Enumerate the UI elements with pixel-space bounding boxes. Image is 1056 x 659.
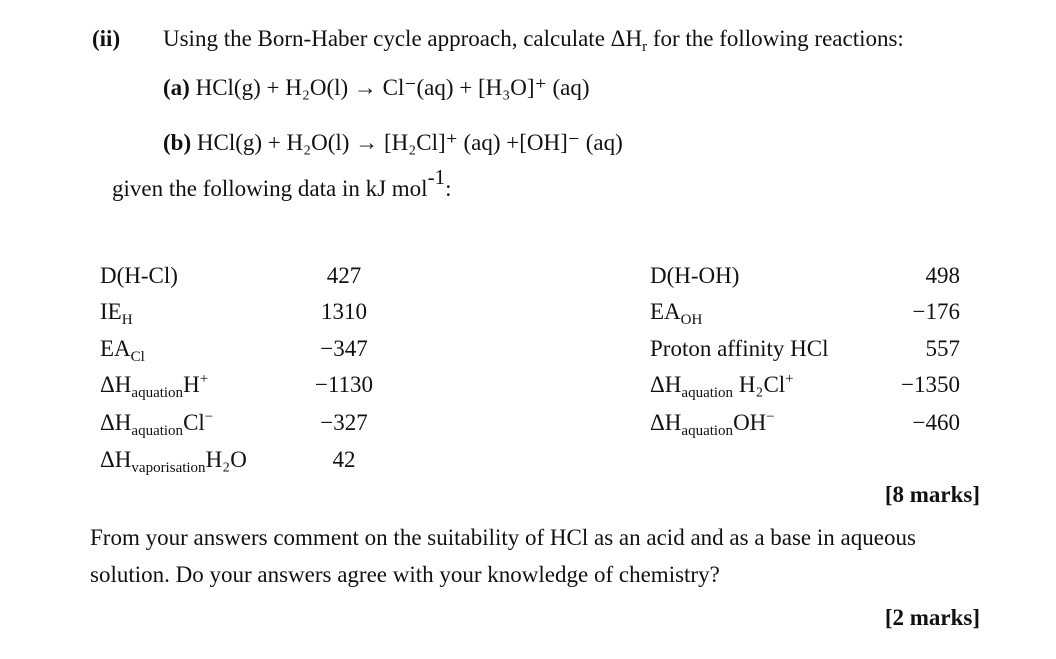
label-tail: H₂Cl xyxy=(733,372,786,397)
data-left-label-1 xyxy=(100,299,133,328)
label-sup: + xyxy=(199,371,209,387)
data-left-value-1: 1310 xyxy=(321,299,367,324)
reaction-a xyxy=(163,75,590,101)
reaction-b-equation: HCl(g) + H₂O(l) → [H₂Cl]⁺ (aq) +[OH]⁻ (aq) xyxy=(196,130,623,155)
data-left-value-4: −327 xyxy=(320,410,368,435)
data-right-label-4 xyxy=(650,409,775,439)
label-sup: − xyxy=(204,409,214,425)
data-left-value-2: −347 xyxy=(320,336,368,361)
label-main: EA xyxy=(650,299,681,324)
data-left-label-4 xyxy=(100,409,214,439)
marks-label-1: [8 marks] xyxy=(884,482,980,507)
label-sub: aquation xyxy=(131,385,184,401)
data-left-label-3 xyxy=(100,371,209,401)
label-main: ΔH xyxy=(100,372,132,397)
reaction-b xyxy=(163,130,623,156)
data-right-label-3 xyxy=(650,371,794,401)
given-text: given the following data in kJ mol xyxy=(112,176,428,201)
label-sub: aquation xyxy=(131,423,184,439)
label-main: EA xyxy=(100,336,131,361)
data-right-label-1 xyxy=(650,299,703,328)
marks-label-2: [2 marks] xyxy=(884,605,980,630)
data-left-label-2 xyxy=(100,336,145,365)
label-main: ΔH xyxy=(650,372,682,397)
data-left-label-0: D(H-Cl) xyxy=(100,263,178,288)
label-sub: H xyxy=(121,312,133,328)
data-left-value-3: −1130 xyxy=(314,372,374,397)
data-right-value-2: 557 xyxy=(925,336,960,361)
data-left-value-5: 42 xyxy=(332,447,356,472)
data-right-value-3: −1350 xyxy=(901,372,960,397)
label-tail: H₂O xyxy=(205,447,247,472)
label-sub: vaporisation xyxy=(131,460,206,476)
label-main: ΔH xyxy=(100,410,132,435)
intro-subscript: r xyxy=(642,39,648,55)
question-intro xyxy=(163,26,904,55)
data-right-value-4: −460 xyxy=(912,410,960,435)
label-sub: aquation xyxy=(681,385,734,401)
intro-suffix: for the following reactions: xyxy=(647,26,904,51)
label-sup: + xyxy=(785,371,794,387)
label-sub: OH xyxy=(680,312,703,328)
data-left-label-5 xyxy=(100,447,247,476)
data-right-label-0: D(H-OH) xyxy=(650,263,740,288)
intro-prefix: Using the Born-Haber cycle approach, calculate ΔH xyxy=(163,26,643,51)
label-sup: − xyxy=(766,409,775,425)
reaction-a-equation: HCl(g) + H₂O(l) → Cl⁻(aq) + [H₃O]⁺ (aq) xyxy=(195,75,590,100)
comment-line-1: From your answers comment on the suitability of HCl as an acid and as a base in aqueous xyxy=(90,525,916,550)
label-main: ΔH xyxy=(100,447,132,472)
label-sub: aquation xyxy=(681,423,734,439)
data-right-value-1: −176 xyxy=(912,299,960,324)
given-data-line xyxy=(112,165,452,202)
data-left-value-0: 427 xyxy=(326,263,362,288)
label-main: ΔH xyxy=(650,410,682,435)
label-sub: Cl xyxy=(130,349,145,365)
reaction-a-label: (a) xyxy=(163,75,190,100)
given-exponent: -1 xyxy=(427,165,446,189)
question-number: (ii) xyxy=(92,26,121,51)
given-colon: : xyxy=(445,176,452,201)
reaction-b-label: (b) xyxy=(163,130,192,155)
comment-line-2: solution. Do your answers agree with your knowledge of chemistry? xyxy=(90,562,720,587)
label-tail: Cl xyxy=(183,410,205,435)
data-right-value-0: 498 xyxy=(925,263,960,288)
data-right-label-2: Proton affinity HCl xyxy=(650,336,829,361)
label-tail: H xyxy=(183,372,200,397)
label-main: IE xyxy=(100,299,122,324)
label-tail: OH xyxy=(733,410,767,435)
